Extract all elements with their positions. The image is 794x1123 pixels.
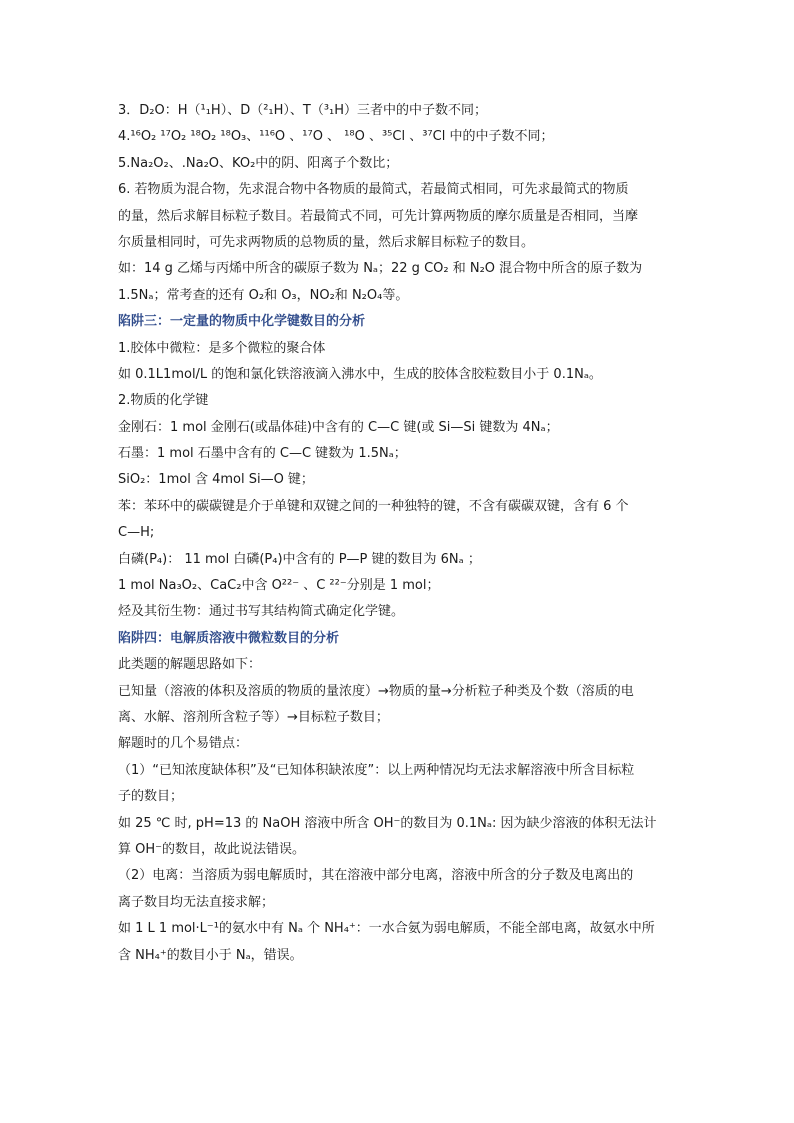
text-line-benzene: 苯：苯环中的碳碳键是介于单键和双键之间的一种独特的键，不含有碳碳双键，含有 6 个 [118, 498, 629, 514]
text-line-peroxide: 1 mol Na₃O₂、CaC₂中含 O²²⁻ 、C ²²⁻分别是 1 mol； [118, 578, 440, 594]
text-line-example-common: 1.5Nₐ；常考查的还有 O₂和 O₃，NO₂和 N₂O₄等。 [118, 287, 409, 303]
section-heading-trap-3: 陷阱三：一定量的物质中化学键数目的分析 [118, 314, 366, 330]
document-page [118, 98, 678, 969]
text-line-ammonia-example: 如 1 L 1 mol·L⁻¹的氨水中有 Nₐ 个 NH₄⁺：一水合氨为弱电解质，不能全部电离，故氨水中所 [118, 921, 655, 937]
text-line-benzene-ch: C—H; [118, 525, 155, 541]
text-line-pitfall-1: （1）“已知浓度缺体积”及“已知体积缺浓度”：以上两种情况均无法求解溶液中所含目标粒 [118, 762, 635, 778]
text-line-sio2: SiO₂：1mol 含 4mol Si—O 键； [118, 472, 314, 488]
text-line-mixture-3: 尔质量相同时，可先求两物质的总物质的量，然后求解目标粒子的数目。 [118, 234, 535, 250]
text-line-pitfalls: 解题时的几个易错点： [118, 736, 249, 752]
text-line-hydrocarbons: 烃及其衍生物：通过书写其结构简式确定化学键。 [118, 604, 405, 620]
text-line-pitfall-1b: 子的数目； [118, 789, 184, 805]
text-line-diamond: 金刚石：1 mol 金刚石(或晶体硅)中含有的 C—C 键(或 Si—Si 键数为 4Nₐ； [118, 419, 559, 435]
text-line-chemical-bonds: 2.物质的化学键 [118, 393, 209, 409]
text-line-colloid: 1.胶体中微粒：是多个微粒的聚合体 [118, 340, 326, 356]
text-line-oxygen-chlorine-isotopes: 4.¹⁶O₂ ¹⁷O₂ ¹⁸O₂ ¹⁸O₃、¹¹⁶O 、¹⁷O 、 ¹⁸O 、³⁵Cl 、³⁷Cl 中的中子数不同； [118, 129, 554, 145]
text-line-colloid-example: 如 0.1L1mol/L 的饱和氯化铁溶液滴入沸水中，生成的胶体含胶粒数目小于 0.1Nₐ。 [118, 366, 602, 382]
text-line-example-ethylene: 如：14 g 乙烯与丙烯中所含的碳原子数为 Nₐ；22 g CO₂ 和 N₂O 混合物中所含的原子数为 [118, 261, 643, 277]
text-line-known-quantity: 已知量（溶液的体积及溶质的物质的量浓度）→物质的量→分析粒子种类及个数（溶质的电 [118, 683, 634, 699]
text-line-ion-ratio: 5.Na₂O₂、.Na₂O、KO₂中的阴、阳离子个数比； [118, 155, 399, 171]
text-line-isotopes-neutrons: 3．D₂O：H（¹₁H）、D（²₁H）、T（³₁H）三者中的中子数不同； [118, 103, 488, 118]
text-line-pitfall-2: （2）电离：当溶质为弱电解质时，其在溶液中部分电离，溶液中所含的分子数及电离出的 [118, 868, 634, 884]
text-line-graphite: 石墨：1 mol 石墨中含有的 C—C 键数为 1.5Nₐ； [118, 446, 407, 462]
text-line-known-quantity-2: 离、水解、溶剂所含粒子等）→目标粒子数目； [118, 709, 389, 725]
text-line-naoh-example-2: 算 OH⁻的数目，故此说法错误。 [118, 841, 306, 857]
text-line-naoh-example: 如 25 ℃ 时, pH=13 的 NaOH 溶液中所含 OH⁻的数目为 0.1Nₐ: 因为缺少溶液的体积无法计 [118, 815, 657, 831]
section-heading-trap-4: 陷阱四：电解质溶液中微粒数目的分析 [118, 630, 340, 646]
text-line-approach: 此类题的解题思路如下： [118, 657, 262, 673]
text-line-ammonia-example-2: 含 NH₄⁺的数目小于 Nₐ，错误。 [118, 947, 303, 963]
text-line-pitfall-2b: 离子数目均无法直接求解； [118, 894, 275, 910]
text-line-white-phosphorus: 白磷(P₄)： 11 mol 白磷(P₄)中含有的 P—P 键的数目为 6Nₐ ； [118, 551, 481, 567]
text-line-mixture-2: 的量，然后求解目标粒子数目。若最简式不同，可先计算两物质的摩尔质量是否相同，当摩 [118, 208, 639, 224]
text-line-mixture-1: 6. 若物质为混合物，先求混合物中各物质的最简式，若最简式相同，可先求最简式的物质 [118, 182, 629, 198]
